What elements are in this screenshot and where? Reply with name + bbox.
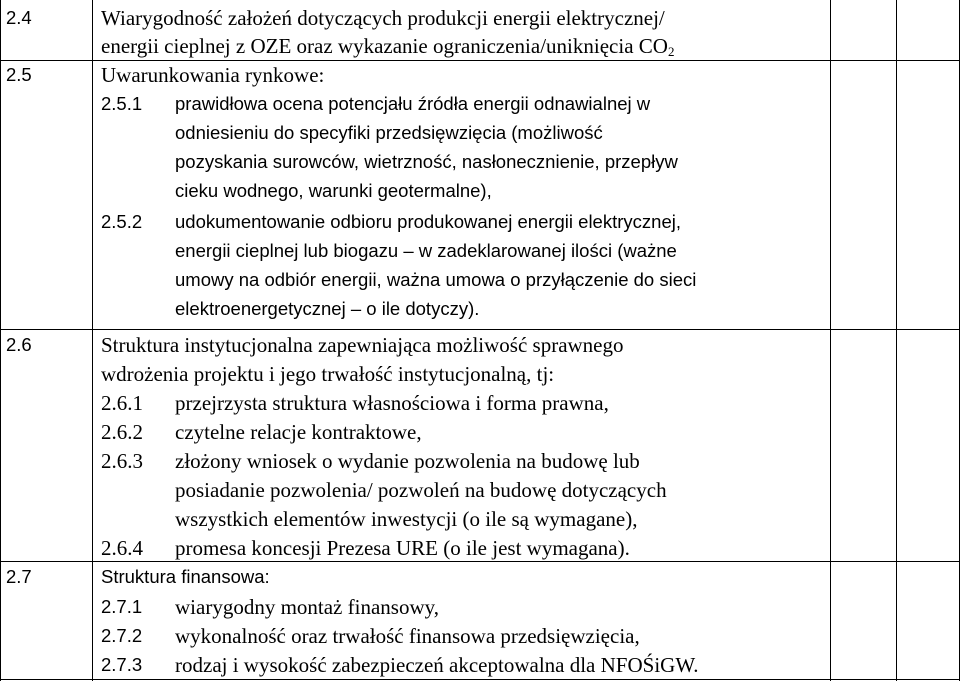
subitem-number: 2.5.1 xyxy=(101,93,143,114)
subitem-text: wykonalność oraz trwałość finansowa przedsięwzięcia, xyxy=(175,624,640,648)
section-title: Struktura finansowa: xyxy=(101,566,270,587)
section-title: Uwarunkowania rynkowe: xyxy=(101,63,325,87)
column-divider xyxy=(92,0,93,681)
subitem-text: promesa koncesji Prezesa URE (o ile jest wymagana). xyxy=(175,536,630,560)
column-divider xyxy=(830,0,831,681)
subitem-line: umowy na odbiór energii, ważna umowa o przyłączenie do sieci xyxy=(175,269,697,290)
row-divider xyxy=(0,60,960,61)
subitem-number: 2.6.3 xyxy=(101,449,143,473)
subitem-number: 2.7.2 xyxy=(101,625,143,646)
subitem-line: pozyskania surowców, wietrzność, nasłonecznienie, przepływ xyxy=(175,151,678,172)
subitem-number: 2.5.2 xyxy=(101,211,143,232)
section-title-line: Struktura instytucjonalna zapewniająca możliwość sprawnego xyxy=(101,333,624,357)
item-number: 2.7 xyxy=(6,566,32,587)
subitem-number: 2.6.2 xyxy=(101,420,143,444)
subitem-line: cieku wodnego, warunki geotermalne), xyxy=(175,180,492,201)
subitem-line: złożony wniosek o wydanie pozwolenia na budowę lub xyxy=(175,449,640,473)
section-title-line: wdrożenia projektu i jego trwałość instytucjonalną, tj: xyxy=(101,362,555,386)
subitem-line: prawidłowa ocena potencjału źródła energii odnawialnej w xyxy=(175,93,651,114)
subitem-text: przejrzysta struktura własnościowa i forma prawna, xyxy=(175,391,609,415)
item-number: 2.4 xyxy=(6,7,32,28)
table-border-bottom xyxy=(0,679,960,680)
column-divider xyxy=(896,0,897,681)
item-number: 2.6 xyxy=(6,334,32,355)
criterion-text: energii cieplnej z OZE oraz wykazanie ograniczenia/uniknięcia CO xyxy=(101,34,668,58)
item-title-line xyxy=(101,5,813,31)
table-border-left xyxy=(0,0,1,681)
subitem-line: wszystkich elementów inwestycji (o ile są wymagane), xyxy=(175,507,638,531)
subitem-text: wiarygodny montaż finansowy, xyxy=(175,595,439,619)
row-divider xyxy=(0,329,960,330)
subitem-line: posiadanie pozwolenia/ pozwoleń na budowę dotyczących xyxy=(175,478,667,502)
item-number: 2.5 xyxy=(6,64,32,85)
subitem-number: 2.7.1 xyxy=(101,596,143,617)
subitem-text: czytelne relacje kontraktowe, xyxy=(175,420,422,444)
subitem-text: rodzaj i wysokość zabezpieczeń akceptowalna dla NFOŚiGW. xyxy=(175,653,699,677)
criterion-text: Wiarygodność założeń dotyczących produkcji energii elektrycznej/ xyxy=(101,6,665,30)
item-title-line xyxy=(101,33,674,59)
subitem-line: odniesieniu do specyfiki przedsięwzięcia (możliwość xyxy=(175,122,603,143)
subitem-number: 2.7.3 xyxy=(101,654,143,675)
subitem-line: elektroenergetycznej – o ile dotyczy). xyxy=(175,298,480,319)
row-divider xyxy=(0,561,960,562)
subitem-line: udokumentowanie odbioru produkowanej energii elektrycznej, xyxy=(175,211,681,232)
subitem-line: energii cieplnej lub biogazu – w zadeklarowanej ilości (ważne xyxy=(175,240,677,261)
co2-subscript: 2 xyxy=(667,44,675,59)
subitem-number: 2.6.1 xyxy=(101,391,143,415)
subitem-number: 2.6.4 xyxy=(101,536,143,560)
